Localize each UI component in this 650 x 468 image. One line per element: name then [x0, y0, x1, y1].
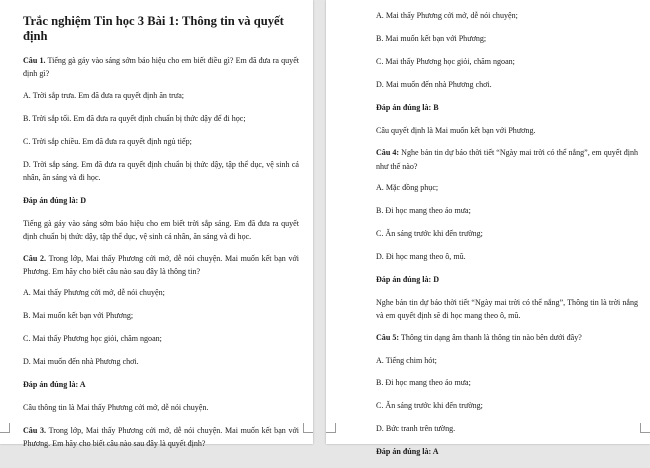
q5-answer: Đáp án đúng là: A	[376, 447, 439, 457]
crop-mark	[0, 423, 10, 433]
question-5	[376, 331, 638, 344]
question-3-text: Trong lớp, Mai thấy Phương cởi mở, dễ nói chuyện. Mai muốn kết bạn với Phương. Em hãy cho biết câu nào sau đây là quyết định?	[23, 425, 299, 449]
question-4	[376, 146, 638, 173]
q4-option-d: D. Đi học mang theo ô, mũ.	[376, 251, 466, 261]
question-2	[23, 252, 299, 279]
q3-answer: Đáp án đúng là: B	[376, 102, 439, 112]
crop-mark	[326, 423, 336, 433]
q4-option-b: B. Đi học mang theo áo mưa;	[376, 206, 471, 216]
q5-option-c: C. Ăn sáng trước khi đến trường;	[376, 401, 483, 411]
question-1-text: Tiếng gà gáy vào sáng sớm báo hiệu cho em biết điều gì? Em đã đưa ra quyết định gì?	[23, 56, 299, 79]
q2-option-a: A. Mai thấy Phương cởi mở, dễ nói chuyện;	[23, 288, 165, 298]
q2-option-d: D. Mai muốn đến nhà Phương chơi.	[23, 357, 139, 367]
question-4-text: Nghe bản tin dự báo thời tiết “Ngày mai trời có thể nắng”, em quyết định như thế nào?	[376, 148, 638, 171]
q4-answer: Đáp án đúng là: D	[376, 274, 440, 284]
question-5-label: Câu 5:	[376, 332, 400, 342]
q3-option-d: D. Mai muốn đến nhà Phương chơi.	[376, 79, 492, 89]
question-2-label: Câu 2.	[23, 253, 47, 263]
q1-option-b: B. Trời sắp tối. Em đã đưa ra quyết định chuẩn bị thức dậy để đi học;	[23, 113, 246, 123]
q3-explanation: Câu quyết định là Mai muốn kết bạn với Phương.	[376, 125, 536, 135]
q1-option-c: C. Trời sắp chiều. Em đã đưa ra quyết định ngủ tiếp;	[23, 136, 192, 146]
question-4-label: Câu 4:	[376, 148, 400, 158]
q5-option-a: A. Tiếng chim hót;	[376, 355, 437, 365]
q5-option-b: B. Đi học mang theo áo mưa;	[376, 378, 471, 388]
document-page-right	[326, 0, 650, 457]
q2-option-c: C. Mai thấy Phương học giỏi, chăm ngoan;	[23, 334, 162, 344]
document-title: Trắc nghiệm Tin học 3 Bài 1: Thông tin và quyết định	[23, 14, 284, 43]
q3-option-c: C. Mai thấy Phương học giỏi, chăm ngoan;	[376, 56, 515, 66]
question-1	[23, 54, 299, 81]
question-2-text: Trong lớp, Mai thấy Phương cởi mở, dễ nói chuyện. Mai muốn kết bạn với Phương. Em hãy cho biết câu nào sau đây là thông tin?	[23, 253, 299, 276]
question-1-label: Câu 1.	[23, 56, 46, 65]
question-5-text: Thông tin dạng âm thanh là thông tin nào bên dưới đây?	[399, 332, 582, 342]
crop-mark	[303, 423, 313, 433]
document-page-left	[0, 0, 313, 449]
q1-answer: Đáp án đúng là: D	[23, 195, 87, 205]
q2-answer: Đáp án đúng là: A	[23, 380, 86, 389]
q3-option-a: A. Mai thấy Phương cởi mở, dễ nói chuyện;	[376, 11, 518, 20]
q2-option-b: B. Mai muốn kết bạn với Phương;	[23, 311, 134, 321]
q5-option-d: D. Bức tranh trên tường.	[376, 424, 456, 434]
page-right-content	[326, 0, 650, 468]
q2-explanation: Câu thông tin là Mai thấy Phương cởi mở, dễ nói chuyện.	[23, 402, 209, 412]
question-3-label: Câu 3.	[23, 425, 47, 435]
crop-mark	[640, 423, 650, 433]
q4-option-a: A. Mặc đồng phục;	[376, 183, 439, 193]
q3-option-b: B. Mai muốn kết bạn với Phương;	[376, 33, 487, 43]
q1-option-a: A. Trời sắp trưa. Em đã đưa ra quyết định ăn trưa;	[23, 90, 185, 100]
q4-option-c: C. Ăn sáng trước khi đến trường;	[376, 229, 483, 239]
question-3	[23, 424, 299, 451]
q4-explanation: Nghe bản tin dự báo thời tiết “Ngày mai trời có thể nắng”, Thông tin là trời nắng và em quyết định sẽ đi học mang theo ô, mũ.	[376, 297, 638, 321]
q1-option-d: D. Trời sắp sáng. Em đã đưa ra quyết định chuẩn bị thức dậy, tập thể dục, vệ sinh cá nhân, ăn sáng và đi học.	[23, 159, 299, 182]
page-left-content	[0, 0, 313, 459]
q1-explanation: Tiếng gà gáy vào sáng sớm báo hiệu cho em biết trời sắp sáng. Em đã đưa ra quyết định chuẩn bị thức dậy, tập thể dục, vệ sinh cá nhân, ăn sáng và đi học.	[23, 218, 299, 242]
